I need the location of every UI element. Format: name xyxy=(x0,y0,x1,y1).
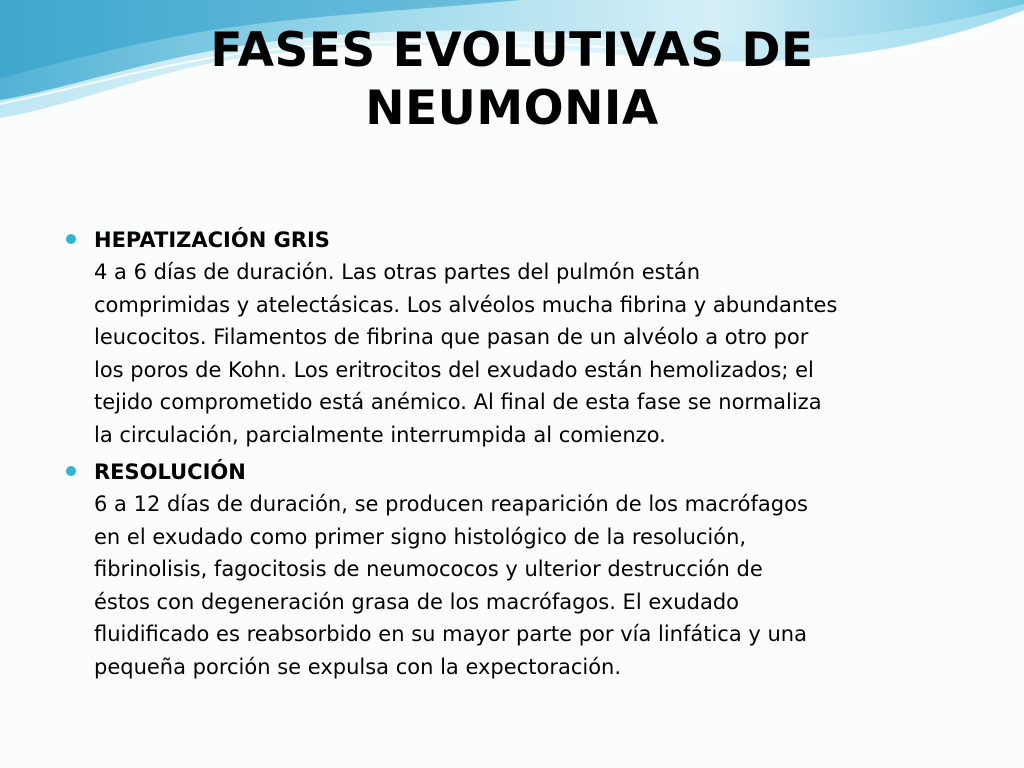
body-line: los poros de Kohn. Los eritrocitos del exudado están hemolizados; el xyxy=(94,357,814,382)
bullet-hepatizacion-gris xyxy=(64,224,974,451)
bullet-list xyxy=(64,224,974,688)
bullet-dot-icon xyxy=(66,466,76,476)
body-line: fibrinolisis, fagocitosis de neumococos y ulterior destrucción de xyxy=(94,557,763,581)
body-line: éstos con degeneración grasa de los macrófagos. El exudado xyxy=(94,589,739,614)
slide-title xyxy=(0,22,1024,138)
bullet-resolucion xyxy=(64,456,974,683)
body-line: comprimidas y atelectásicas. Los alvéolos mucha fibrina y abundantes xyxy=(94,292,838,317)
body-line: tejido comprometido está anémico. Al final de esta fase se normaliza xyxy=(94,390,822,414)
bullet-body xyxy=(94,256,974,451)
body-line: pequeña porción se expulsa con la expectoración. xyxy=(94,654,622,679)
body-line: leucocitos. Filamentos de fibrina que pasan de un alvéolo a otro por xyxy=(94,325,809,349)
bullet-dot-icon xyxy=(66,234,76,244)
bullet-heading: HEPATIZACIÓN GRIS xyxy=(94,228,330,252)
bullet-body xyxy=(94,488,974,683)
title-line-2: NEUMONIA xyxy=(365,81,659,136)
bullet-heading: RESOLUCIÓN xyxy=(94,460,246,484)
body-line: 4 a 6 días de duración. Las otras partes del pulmón están xyxy=(94,260,701,284)
body-line: 6 a 12 días de duración, se producen reaparición de los macrófagos xyxy=(94,492,808,516)
body-line: fluidificado es reabsorbido en su mayor parte por vía linfática y una xyxy=(94,622,807,646)
body-line: en el exudado como primer signo histológico de la resolución, xyxy=(94,524,747,549)
title-line-1: FASES EVOLUTIVAS DE xyxy=(210,23,814,78)
body-line: la circulación, parcialmente interrumpida al comienzo. xyxy=(94,422,666,447)
